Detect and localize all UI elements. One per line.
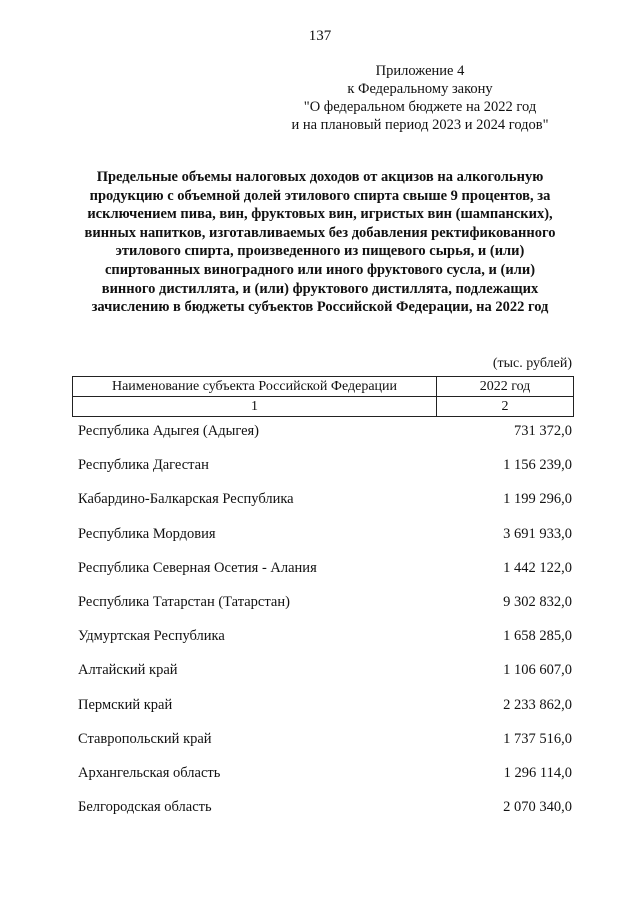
title-line: винного дистиллята, и (или) фруктового дистиллята, подлежащих [101, 280, 539, 297]
region-name: Республика Северная Осетия - Алания [78, 559, 317, 576]
table-row [78, 526, 572, 560]
appendix-line: "О федеральном бюджете на 2022 год [303, 99, 537, 115]
region-name: Республика Дагестан [78, 457, 209, 474]
region-value: 2 233 862,0 [503, 696, 572, 713]
table-header [72, 376, 574, 417]
region-name: Пермский край [78, 696, 173, 713]
region-value: 1 199 296,0 [503, 491, 572, 508]
title-line: исключением пива, вин, фруктовых вин, игристых вин (шампанских), [87, 206, 553, 223]
region-value: 1 658 285,0 [503, 628, 572, 645]
region-value: 3 691 933,0 [503, 525, 572, 542]
table-row [78, 799, 572, 833]
region-name: Республика Мордовия [78, 525, 216, 542]
title-line: Предельные объемы налоговых доходов от акцизов на алкогольную [96, 169, 544, 185]
region-value: 1 296 114,0 [503, 764, 572, 781]
region-value: 1 442 122,0 [503, 559, 572, 576]
appendix-line: Приложение 4 [375, 63, 465, 79]
table-header-row [73, 377, 574, 397]
table-row [78, 628, 572, 662]
table-row [78, 662, 572, 696]
table-row [78, 594, 572, 628]
table-row [78, 765, 572, 799]
region-value: 1 156 239,0 [503, 457, 572, 474]
title-line: зачислению в бюджеты субъектов Российской Федерации, на 2022 год [91, 299, 549, 316]
column-number: 2 [437, 397, 574, 417]
column-header-year: 2022 год [437, 377, 574, 397]
column-number: 1 [73, 397, 437, 417]
title-line: спиртованных виноградного или иного фруктового сусла, и (или) [104, 261, 536, 278]
table-row [78, 423, 572, 457]
region-name: Республика Татарстан (Татарстан) [78, 593, 290, 610]
page-number: 137 [308, 28, 332, 44]
region-value: 731 372,0 [514, 423, 572, 439]
table-row [78, 560, 572, 594]
table-row [78, 731, 572, 765]
appendix-line: и на плановый период 2023 и 2024 годов" [291, 117, 549, 133]
appendix-line: к Федеральному закону [347, 81, 493, 97]
column-header-name: Наименование субъекта Российской Федерации [73, 377, 437, 397]
table-numbering-row [73, 397, 574, 417]
title-line: винных напитков, изготавливаемых без добавления ректификованного [84, 224, 556, 241]
region-name: Белгородская область [78, 799, 212, 816]
region-name: Ставропольский край [78, 730, 212, 747]
table-body [78, 423, 572, 833]
table-row [78, 491, 572, 525]
table-row [78, 457, 572, 491]
region-value: 1 106 607,0 [503, 662, 572, 679]
title-line: этилового спирта, произведенного из пищевого сырья, и (или) [115, 243, 525, 260]
region-name: Удмуртская Республика [78, 628, 225, 645]
appendix-header [250, 62, 590, 134]
title-line: продукцию с объемной долей этилового спирта свыше 9 процентов, за [89, 187, 551, 204]
region-value: 1 737 516,0 [503, 730, 572, 747]
table-row [78, 697, 572, 731]
region-value: 2 070 340,0 [503, 799, 572, 816]
document-title [70, 168, 570, 317]
region-name: Архангельская область [78, 764, 221, 781]
region-name: Кабардино-Балкарская Республика [78, 491, 294, 508]
units-label: (тыс. рублей) [492, 356, 572, 371]
region-name: Алтайский край [78, 662, 178, 679]
region-value: 9 302 832,0 [503, 593, 572, 610]
region-name: Республика Адыгея (Адыгея) [78, 423, 260, 439]
